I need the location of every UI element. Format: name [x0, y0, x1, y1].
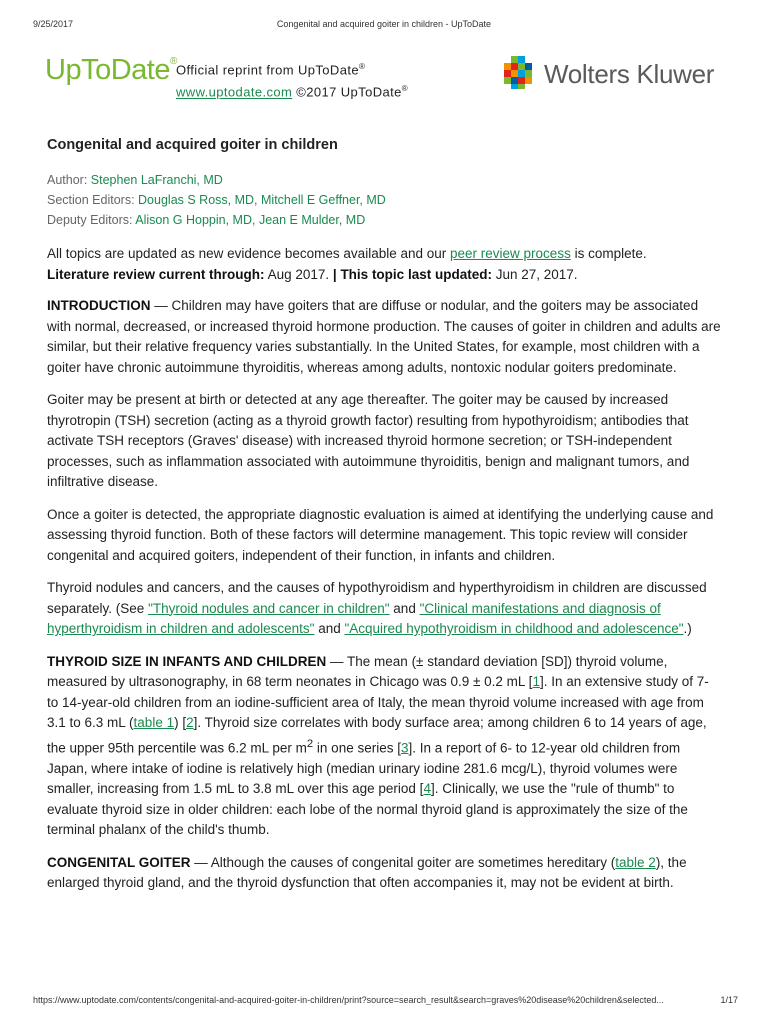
congenital-goiter-heading: CONGENITAL GOITER	[47, 854, 191, 870]
congenital-goiter-paragraph	[47, 853, 722, 894]
table-1-link[interactable]: table 1	[133, 715, 175, 730]
copyright-mark: ®	[401, 84, 409, 94]
topic-link-thyroid-nodules[interactable]: "Thyroid nodules and cancer in children"	[148, 600, 390, 616]
thyroid-size-paragraph	[47, 652, 722, 841]
deputy-editor-link[interactable]: Alison G Hoppin, MD	[135, 213, 252, 227]
last-updated-value: Jun 27, 2017.	[495, 266, 578, 282]
wolters-kluwer-globe-icon	[500, 54, 536, 90]
paragraph-text: .)	[683, 621, 692, 636]
paragraph-text: ) [	[174, 715, 187, 730]
reprint-mark: ®	[359, 62, 366, 71]
last-updated-label: This topic last updated:	[340, 266, 492, 282]
section-editor-link[interactable]: Douglas S Ross, MD	[138, 193, 255, 207]
lit-review-value: Aug 2017.	[267, 266, 330, 282]
paragraph-text: ), the enlarged thyroid gland, and the thyroid dysfunction that often accompanies it, may not be evident at birth.	[47, 854, 687, 890]
separator: |	[332, 266, 337, 282]
deputy-editor-link[interactable]: Jean E Mulder, MD	[258, 213, 366, 227]
dash: —	[190, 854, 211, 870]
reprint-line: Official reprint from UpToDate	[176, 62, 359, 78]
section-editors-line: Section Editors: Douglas S Ross, MD, Mitchell E Geffner, MD	[47, 193, 386, 207]
update-notice	[47, 244, 722, 285]
reference-link[interactable]: 1	[532, 674, 540, 689]
website-link[interactable]: www.uptodate.com	[176, 84, 293, 100]
print-header	[0, 19, 768, 31]
paragraph-text: The mean (± standard deviation [SD]) thyroid volume, measured by ultrasonography, in 68 term neonates in Chicago was 0.9 ± 0.2 mL [	[47, 653, 668, 689]
peer-review-link[interactable]: peer review process	[450, 246, 571, 261]
paragraph: Goiter may be present at birth or detected at any age thereafter. The goiter may be caused by increased thyrotropin (TSH) secretion (acting as a thyroid growth factor) resulting from hypothyroidism; antibodies that activate TSH receptors (Graves' disease) with increased thyroid hormone secretion; or TSH-independent processes, such as inflammation associated with autoimmune thyroiditis, benign and malignant tumors, and infiltrative disease.	[47, 392, 690, 489]
print-footer	[0, 995, 768, 1007]
dash: —	[326, 653, 348, 669]
paragraph-text: and	[389, 600, 420, 616]
uptodate-logo	[45, 54, 177, 87]
article-credits	[47, 170, 722, 230]
page-number: 1/17	[720, 995, 738, 1005]
article	[47, 134, 722, 894]
print-date: 9/25/2017	[33, 19, 74, 29]
update-notice-text: is complete.	[570, 246, 647, 261]
update-notice-text: All topics are updated as new evidence becomes available and our	[47, 246, 451, 261]
brand-header	[45, 52, 735, 100]
introduction-paragraph	[47, 296, 722, 378]
copyright: ©2017 UpToDate	[296, 84, 402, 100]
reference-link[interactable]: 2	[186, 715, 194, 730]
paragraph-text: and	[314, 621, 345, 636]
reprint-notice	[176, 57, 408, 102]
reference-link[interactable]: 3	[400, 740, 409, 755]
article-title: Congenital and acquired goiter in children	[47, 137, 338, 153]
print-url: https://www.uptodate.com/contents/congenital-and-acquired-goiter-in-children/print?source=search_result&search=graves%20disease%20children&selected...	[33, 995, 664, 1005]
wolters-kluwer-wordmark: Wolters Kluwer	[544, 59, 715, 89]
topic-link-hypothyroidism[interactable]: "Acquired hypothyroidism in childhood and adolescence"	[344, 621, 684, 636]
see-also-paragraph	[47, 578, 722, 640]
wolters-kluwer-logo	[500, 52, 740, 96]
introduction-heading: INTRODUCTION	[47, 298, 151, 313]
section-editor-link[interactable]: Mitchell E Geffner, MD	[261, 193, 386, 207]
thyroid-size-heading: THYROID SIZE IN INFANTS AND CHILDREN	[47, 653, 327, 669]
superscript: 2	[306, 737, 314, 750]
paragraph: Once a goiter is detected, the appropriate diagnostic evaluation is aimed at identifying the underlying cause and assessing thyroid function. Both of these factors will determine management. This topic review will consider congenital and acquired goiters, independent of their function, in infants and children.	[47, 506, 714, 563]
deputy-editors-label: Deputy Editors:	[47, 213, 133, 227]
uptodate-logo-text: UpToDate	[45, 54, 170, 86]
table-2-link[interactable]: table 2	[615, 854, 656, 870]
reference-link[interactable]: 4	[423, 781, 431, 796]
print-page-title: Congenital and acquired goiter in children - UpToDate	[276, 19, 492, 29]
uptodate-logo-mark: ®	[169, 56, 177, 67]
deputy-editors-line: Deputy Editors: Alison G Hoppin, MD, Jean E Mulder, MD	[47, 213, 366, 227]
paragraph-text: in one series [	[313, 740, 401, 755]
dash: —	[150, 298, 172, 313]
topic-link-hyperthyroidism[interactable]: "Clinical manifestations and diagnosis of hyperthyroidism in children and adolescents"	[47, 600, 661, 636]
author-link[interactable]: Stephen LaFranchi, MD	[90, 173, 223, 187]
introduction-text: Children may have goiters that are diffuse or nodular, and the goiters may be associated with normal, decreased, or increased thyroid hormone production. The causes of goiter in children and adults are similar, but their relative frequency varies substantially. In the United States, for example, most children with a goiter have chronic autoimmune thyroiditis, whereas among adults, nontoxic nodular goiters predominate.	[47, 298, 721, 375]
paragraph-text: ]. Clinically, we use the "rule of thumb" to evaluate thyroid size in older children: each lobe of the normal thyroid gland is approximately the size of the terminal phalanx of the child's thumb.	[47, 781, 688, 837]
section-editors-label: Section Editors:	[47, 193, 135, 207]
paragraph-text: Although the causes of congenital goiter are sometimes hereditary (	[210, 854, 616, 870]
author-label: Author:	[47, 173, 88, 187]
paragraph-text: Thyroid nodules and cancers, and the causes of hypothyroidism and hyperthyroidism in children are discussed separately. (See	[47, 580, 707, 616]
author-line	[47, 170, 722, 190]
paragraph-text: ]. In an extensive study of 7- to 14-year-old children from an iodine-sufficient area of Italy, the mean thyroid volume increased with age from 3.1 to 6.3 mL (	[47, 674, 709, 730]
paragraph-text: ]. Thyroid size correlates with body surface area; among children 6 to 14 years of age, the upper 95th percentile was 6.2 mL per m	[47, 715, 707, 755]
lit-review-label: Literature review current through:	[47, 266, 265, 282]
paragraph-text: ]. In a report of 6- to 12-year old children from Japan, where intake of iodine is relatively high (median urinary iodine 281.6 mcg/L), thyroid volumes were smaller, increasing from 1.5 mL to 3.8 mL over this age period [	[47, 740, 681, 796]
